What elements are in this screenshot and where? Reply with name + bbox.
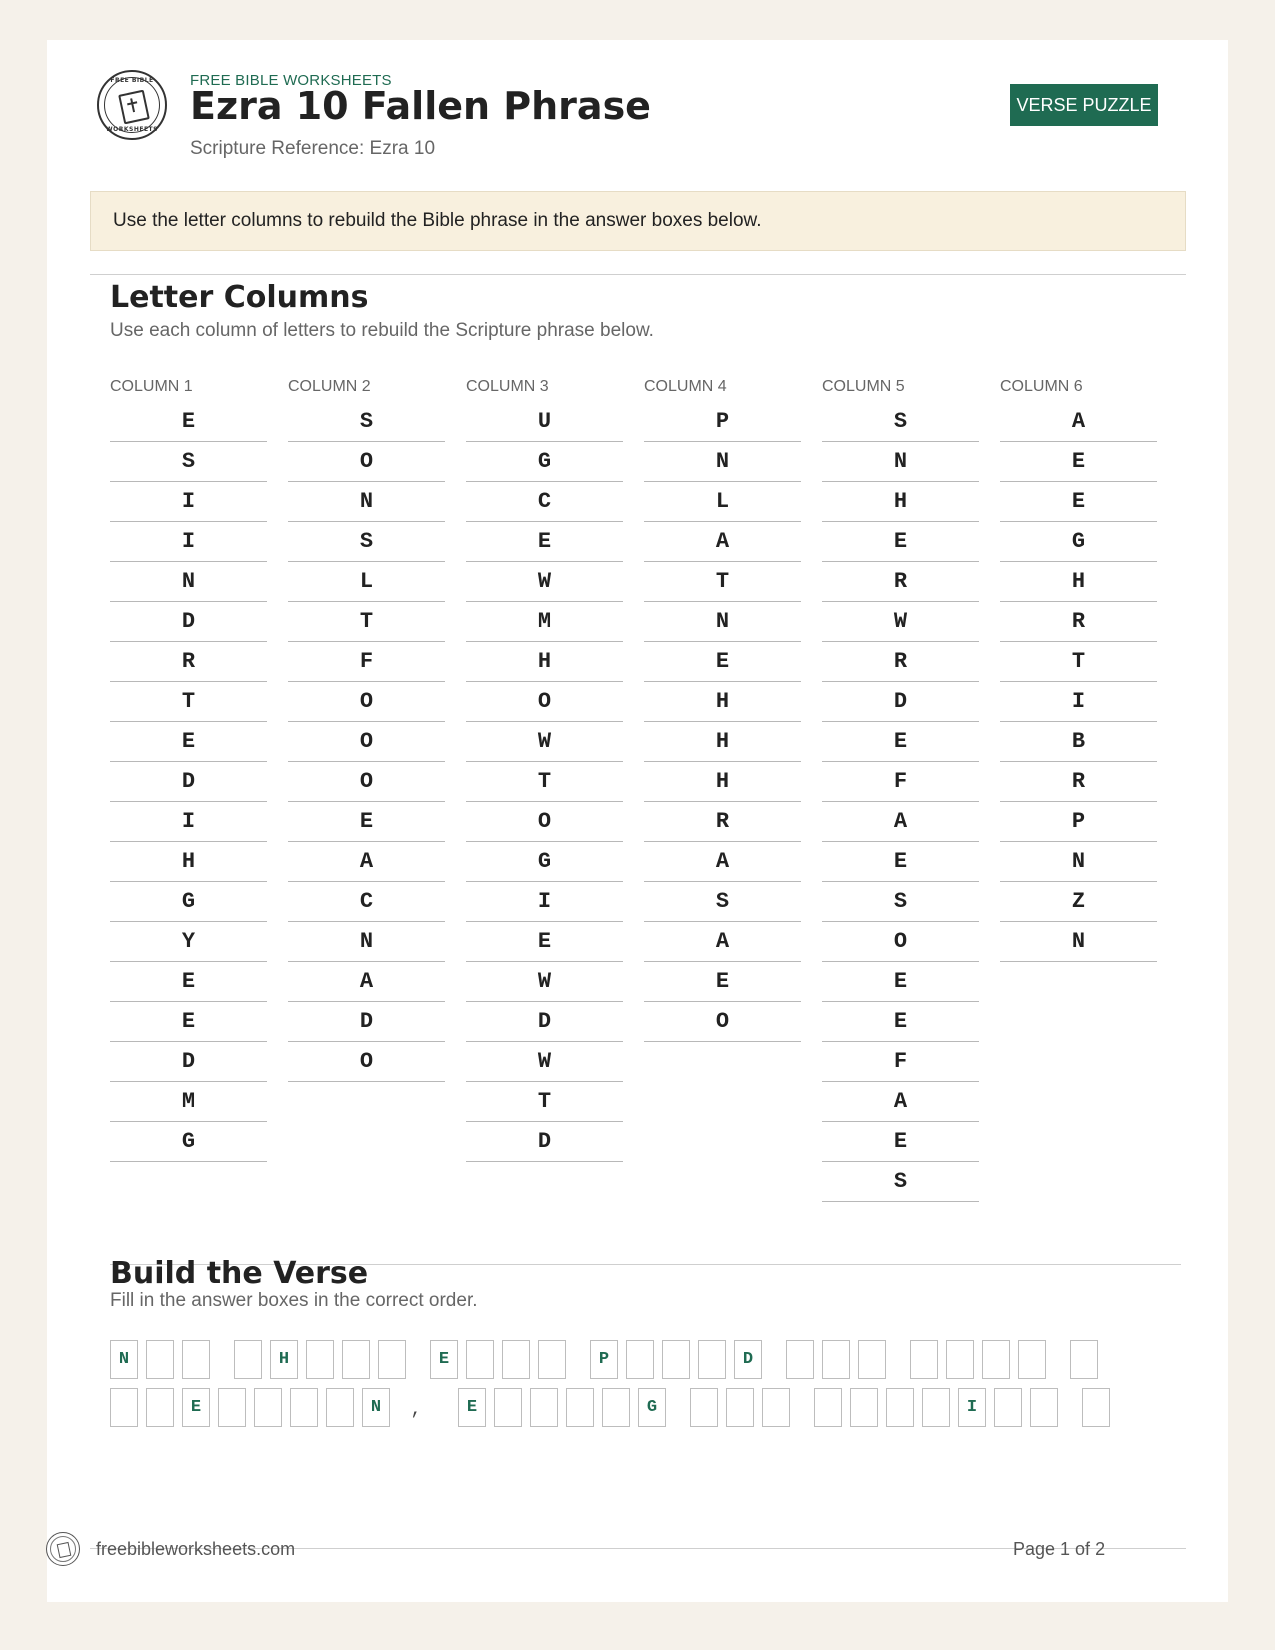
answer-box[interactable] bbox=[886, 1388, 914, 1427]
column-header: COLUMN 5 bbox=[822, 378, 905, 395]
answer-box[interactable] bbox=[994, 1388, 1022, 1427]
column-letter: S bbox=[822, 402, 979, 442]
column-letter: R bbox=[1000, 762, 1157, 802]
column-letter: W bbox=[466, 1042, 623, 1082]
column-letter: E bbox=[1000, 482, 1157, 522]
answer-box[interactable] bbox=[538, 1340, 566, 1379]
column-letter: E bbox=[1000, 442, 1157, 482]
answer-box[interactable] bbox=[982, 1340, 1010, 1379]
answer-box[interactable] bbox=[146, 1340, 174, 1379]
column-letter: A bbox=[822, 802, 979, 842]
instruction-box: Use the letter columns to rebuild the Bible phrase in the answer boxes below. bbox=[90, 191, 1186, 251]
logo bbox=[97, 70, 167, 140]
answer-box[interactable] bbox=[566, 1388, 594, 1427]
column-letter: O bbox=[466, 802, 623, 842]
column-letter: D bbox=[110, 602, 267, 642]
column-letter: I bbox=[466, 882, 623, 922]
column-letter: F bbox=[288, 642, 445, 682]
answer-box[interactable] bbox=[726, 1388, 754, 1427]
column-header: COLUMN 6 bbox=[1000, 378, 1083, 395]
column-letter: N bbox=[288, 482, 445, 522]
letter-columns-subtitle: Use each column of letters to rebuild the Scripture phrase below. bbox=[110, 320, 654, 341]
divider bbox=[90, 274, 1186, 275]
answer-box[interactable] bbox=[858, 1340, 886, 1379]
column-letter: A bbox=[288, 842, 445, 882]
brand-name: FREE BIBLE WORKSHEETS bbox=[190, 72, 392, 89]
column-letter: G bbox=[466, 842, 623, 882]
scripture-reference: Scripture Reference: Ezra 10 bbox=[190, 138, 436, 159]
column-letter: C bbox=[288, 882, 445, 922]
column-letter: W bbox=[466, 562, 623, 602]
column-letter: O bbox=[822, 922, 979, 962]
answer-box[interactable]: G bbox=[638, 1388, 666, 1427]
column-letter: A bbox=[644, 842, 801, 882]
column-letter: R bbox=[822, 562, 979, 602]
column-letter: M bbox=[110, 1082, 267, 1122]
column-letter: Z bbox=[1000, 882, 1157, 922]
column-letter: I bbox=[110, 522, 267, 562]
column-letter: N bbox=[644, 442, 801, 482]
column-header: COLUMN 1 bbox=[110, 378, 193, 395]
answer-box[interactable] bbox=[502, 1340, 530, 1379]
answer-box[interactable] bbox=[822, 1340, 850, 1379]
column-letter: O bbox=[466, 682, 623, 722]
logo-text-top: FREE BIBLE bbox=[110, 77, 154, 84]
column-letter: O bbox=[644, 1002, 801, 1042]
column-letter: B bbox=[1000, 722, 1157, 762]
answer-box[interactable] bbox=[110, 1388, 138, 1427]
answer-box[interactable] bbox=[690, 1388, 718, 1427]
column-letter: R bbox=[1000, 602, 1157, 642]
answer-box[interactable] bbox=[290, 1388, 318, 1427]
answer-box[interactable] bbox=[218, 1388, 246, 1427]
column-letter: E bbox=[110, 402, 267, 442]
answer-box[interactable]: E bbox=[182, 1388, 210, 1427]
column-letter: O bbox=[288, 722, 445, 762]
column-letter: G bbox=[110, 1122, 267, 1162]
answer-box[interactable] bbox=[698, 1340, 726, 1379]
answer-box[interactable] bbox=[466, 1340, 494, 1379]
column-letter: N bbox=[644, 602, 801, 642]
column-letter: W bbox=[466, 962, 623, 1002]
book-icon bbox=[57, 1542, 72, 1558]
column-letter: G bbox=[1000, 522, 1157, 562]
answer-box[interactable] bbox=[378, 1340, 406, 1379]
build-verse-heading: Build the Verse bbox=[110, 1256, 369, 1291]
column-letter: D bbox=[110, 1042, 267, 1082]
answer-box[interactable] bbox=[530, 1388, 558, 1427]
column-letter: H bbox=[1000, 562, 1157, 602]
logo-text-bottom: WORKSHEETS bbox=[106, 126, 158, 133]
column-letter: O bbox=[288, 442, 445, 482]
column-letter: R bbox=[644, 802, 801, 842]
column-letter: W bbox=[822, 602, 979, 642]
column-letter: E bbox=[110, 962, 267, 1002]
column-letter: T bbox=[644, 562, 801, 602]
answer-box[interactable] bbox=[786, 1340, 814, 1379]
page-title: Ezra 10 Fallen Phrase bbox=[190, 84, 651, 128]
column-letter: D bbox=[288, 1002, 445, 1042]
column-letter: N bbox=[1000, 922, 1157, 962]
answer-box[interactable] bbox=[922, 1388, 950, 1427]
column-letter: A bbox=[822, 1082, 979, 1122]
answer-box[interactable] bbox=[662, 1340, 690, 1379]
answer-box[interactable] bbox=[814, 1388, 842, 1427]
column-letter: C bbox=[466, 482, 623, 522]
footer-logo bbox=[46, 1532, 80, 1566]
answer-box[interactable]: E bbox=[458, 1388, 486, 1427]
column-letter: R bbox=[110, 642, 267, 682]
answer-box[interactable]: E bbox=[430, 1340, 458, 1379]
answer-box[interactable] bbox=[254, 1388, 282, 1427]
column-letter: L bbox=[288, 562, 445, 602]
answer-box[interactable] bbox=[146, 1388, 174, 1427]
answer-box[interactable] bbox=[946, 1340, 974, 1379]
answer-box[interactable]: D bbox=[734, 1340, 762, 1379]
column-letter: H bbox=[822, 482, 979, 522]
footer-site: freebibleworksheets.com bbox=[96, 1539, 296, 1559]
column-letter: I bbox=[110, 482, 267, 522]
column-letter: E bbox=[110, 1002, 267, 1042]
column-letter: N bbox=[110, 562, 267, 602]
answer-box[interactable]: H bbox=[270, 1340, 298, 1379]
answer-box[interactable]: N bbox=[362, 1388, 390, 1427]
column-letter: I bbox=[110, 802, 267, 842]
column-letter: S bbox=[644, 882, 801, 922]
column-letter: T bbox=[110, 682, 267, 722]
column-letter: H bbox=[110, 842, 267, 882]
column-letter: E bbox=[822, 962, 979, 1002]
answer-box[interactable] bbox=[326, 1388, 354, 1427]
column-letter: E bbox=[110, 722, 267, 762]
column-letter: U bbox=[466, 402, 623, 442]
column-letter: A bbox=[644, 922, 801, 962]
answer-box[interactable] bbox=[494, 1388, 522, 1427]
answer-box[interactable] bbox=[1082, 1388, 1110, 1427]
column-letter: G bbox=[466, 442, 623, 482]
worksheet-page bbox=[47, 40, 1228, 1602]
column-letter: S bbox=[288, 522, 445, 562]
column-letter: L bbox=[644, 482, 801, 522]
letter-columns-heading: Letter Columns bbox=[110, 280, 369, 315]
column-letter: N bbox=[822, 442, 979, 482]
column-header: COLUMN 3 bbox=[466, 378, 549, 395]
column-letter: T bbox=[1000, 642, 1157, 682]
column-letter: M bbox=[466, 602, 623, 642]
column-letter: T bbox=[288, 602, 445, 642]
answer-box[interactable] bbox=[626, 1340, 654, 1379]
column-letter: A bbox=[288, 962, 445, 1002]
column-letter: D bbox=[822, 682, 979, 722]
column-letter: W bbox=[466, 722, 623, 762]
column-letter: E bbox=[822, 1122, 979, 1162]
column-letter: D bbox=[466, 1002, 623, 1042]
column-letter: E bbox=[644, 642, 801, 682]
column-letter: I bbox=[1000, 682, 1157, 722]
answer-box[interactable] bbox=[342, 1340, 370, 1379]
column-letter: O bbox=[288, 762, 445, 802]
column-letter: E bbox=[822, 842, 979, 882]
column-letter: S bbox=[822, 1162, 979, 1202]
answer-box[interactable] bbox=[1030, 1388, 1058, 1427]
column-letter: D bbox=[110, 762, 267, 802]
column-letter: F bbox=[822, 762, 979, 802]
column-letter: R bbox=[822, 642, 979, 682]
answer-box[interactable] bbox=[234, 1340, 262, 1379]
column-letter: O bbox=[288, 1042, 445, 1082]
answer-box[interactable] bbox=[850, 1388, 878, 1427]
verse-puzzle-badge: VERSE PUZZLE bbox=[1010, 84, 1158, 126]
column-header: COLUMN 4 bbox=[644, 378, 727, 395]
column-letter: G bbox=[110, 882, 267, 922]
answer-box[interactable]: P bbox=[590, 1340, 618, 1379]
column-letter: T bbox=[466, 1082, 623, 1122]
column-letter: E bbox=[822, 722, 979, 762]
column-letter: P bbox=[644, 402, 801, 442]
column-letter: H bbox=[644, 762, 801, 802]
column-letter: N bbox=[1000, 842, 1157, 882]
column-letter: T bbox=[466, 762, 623, 802]
column-letter: E bbox=[822, 1002, 979, 1042]
column-letter: H bbox=[466, 642, 623, 682]
column-letter: E bbox=[466, 922, 623, 962]
column-letter: E bbox=[288, 802, 445, 842]
column-letter: Y bbox=[110, 922, 267, 962]
column-letter: H bbox=[644, 682, 801, 722]
build-verse-subtitle: Fill in the answer boxes in the correct order. bbox=[110, 1290, 478, 1311]
column-letter: A bbox=[1000, 402, 1157, 442]
answer-box[interactable] bbox=[910, 1340, 938, 1379]
answer-box[interactable]: I bbox=[958, 1388, 986, 1427]
answer-box[interactable]: N bbox=[110, 1340, 138, 1379]
column-letter: N bbox=[288, 922, 445, 962]
answer-box[interactable] bbox=[1018, 1340, 1046, 1379]
column-letter: S bbox=[288, 402, 445, 442]
answer-box[interactable] bbox=[762, 1388, 790, 1427]
column-letter: H bbox=[644, 722, 801, 762]
page-number: Page 1 of 2 bbox=[1013, 1539, 1106, 1559]
answer-box[interactable] bbox=[306, 1340, 334, 1379]
answer-box[interactable] bbox=[602, 1388, 630, 1427]
column-header: COLUMN 2 bbox=[288, 378, 371, 395]
column-letter: D bbox=[466, 1122, 623, 1162]
column-letter: E bbox=[822, 522, 979, 562]
column-letter: O bbox=[288, 682, 445, 722]
column-letter: S bbox=[110, 442, 267, 482]
column-letter: S bbox=[822, 882, 979, 922]
column-letter: F bbox=[822, 1042, 979, 1082]
column-letter: A bbox=[644, 522, 801, 562]
column-letter: P bbox=[1000, 802, 1157, 842]
column-letter: E bbox=[644, 962, 801, 1002]
answer-box[interactable] bbox=[182, 1340, 210, 1379]
answer-box[interactable] bbox=[1070, 1340, 1098, 1379]
punctuation-mark: , bbox=[410, 1400, 422, 1420]
column-letter: E bbox=[466, 522, 623, 562]
